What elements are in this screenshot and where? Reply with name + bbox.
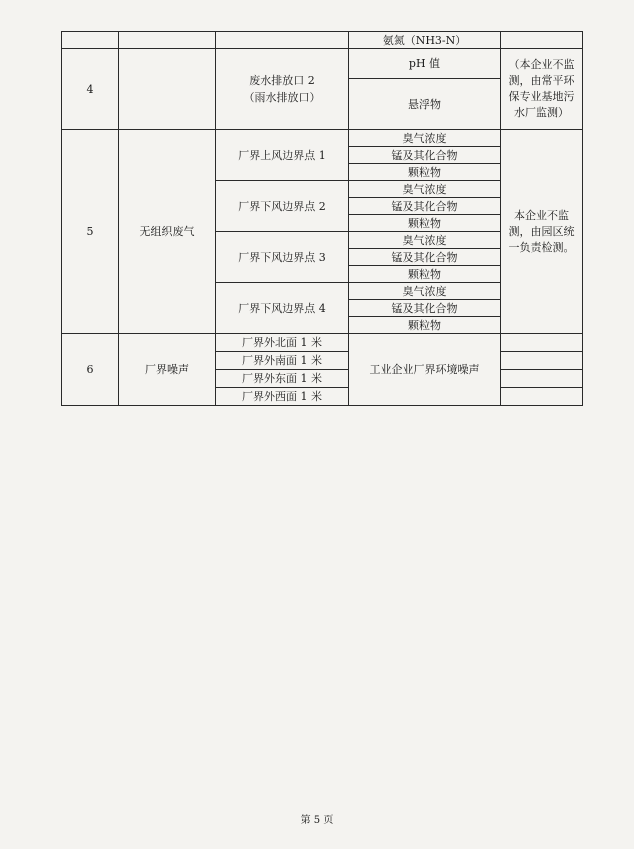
cell-item: 臭气浓度	[349, 232, 501, 249]
point-sublabel: （雨水排放口）	[243, 91, 321, 104]
cell-point: 厂界下风边界点 3	[216, 232, 349, 283]
cell-item: 颗粒物	[349, 317, 501, 334]
cell-item: 锰及其化合物	[349, 198, 501, 215]
cell-item: 臭气浓度	[349, 130, 501, 147]
cell-point: 厂界上风边界点 1	[216, 130, 349, 181]
cell-item: 锰及其化合物	[349, 249, 501, 266]
point-label: 废水排放口 2	[249, 74, 315, 87]
table-row	[62, 32, 583, 49]
cell-item: 锰及其化合物	[349, 300, 501, 317]
cell-no	[62, 32, 119, 49]
cell-note: （本企业不监测，由常平环保专业基地污水厂监测）	[501, 49, 583, 130]
cell-note	[501, 370, 583, 388]
cell-point: 厂界下风边界点 2	[216, 181, 349, 232]
cell-note	[501, 130, 583, 334]
cell-item: 颗粒物	[349, 215, 501, 232]
monitoring-table	[61, 31, 583, 406]
cell-note	[501, 32, 583, 49]
cell-point: 厂界外东面 1 米	[216, 370, 349, 388]
cell-point: 厂界下风边界点 4	[216, 283, 349, 334]
cell-point: 厂界外北面 1 米	[216, 334, 349, 352]
page-number: 第 5 页	[300, 815, 334, 826]
cell-no: 6	[62, 334, 119, 406]
table-row	[62, 130, 583, 147]
note-text: 本企业不监测，由园区统一负责检测。	[508, 208, 575, 254]
cell-note	[501, 388, 583, 406]
cell-item: 氨氮（NH3-N）	[349, 32, 501, 49]
cell-note	[501, 334, 583, 352]
cell-category: 无组织废气	[119, 130, 216, 334]
cell-point	[216, 49, 349, 130]
cell-category: 厂界噪声	[119, 334, 216, 406]
cell-no: 4	[62, 49, 119, 130]
cell-point	[216, 32, 349, 49]
cell-item: pH 值	[349, 49, 501, 79]
table-row	[62, 49, 583, 79]
cell-category	[119, 49, 216, 130]
cell-item: 锰及其化合物	[349, 147, 501, 164]
cell-item: 颗粒物	[349, 164, 501, 181]
cell-item: 悬浮物	[349, 79, 501, 130]
cell-note	[501, 352, 583, 370]
table-row	[62, 334, 583, 352]
cell-point: 厂界外南面 1 米	[216, 352, 349, 370]
cell-item: 颗粒物	[349, 266, 501, 283]
cell-item: 臭气浓度	[349, 283, 501, 300]
cell-item: 臭气浓度	[349, 181, 501, 198]
cell-category	[119, 32, 216, 49]
cell-point: 厂界外西面 1 米	[216, 388, 349, 406]
cell-item: 工业企业厂界环境噪声	[349, 334, 501, 406]
cell-no: 5	[62, 130, 119, 334]
